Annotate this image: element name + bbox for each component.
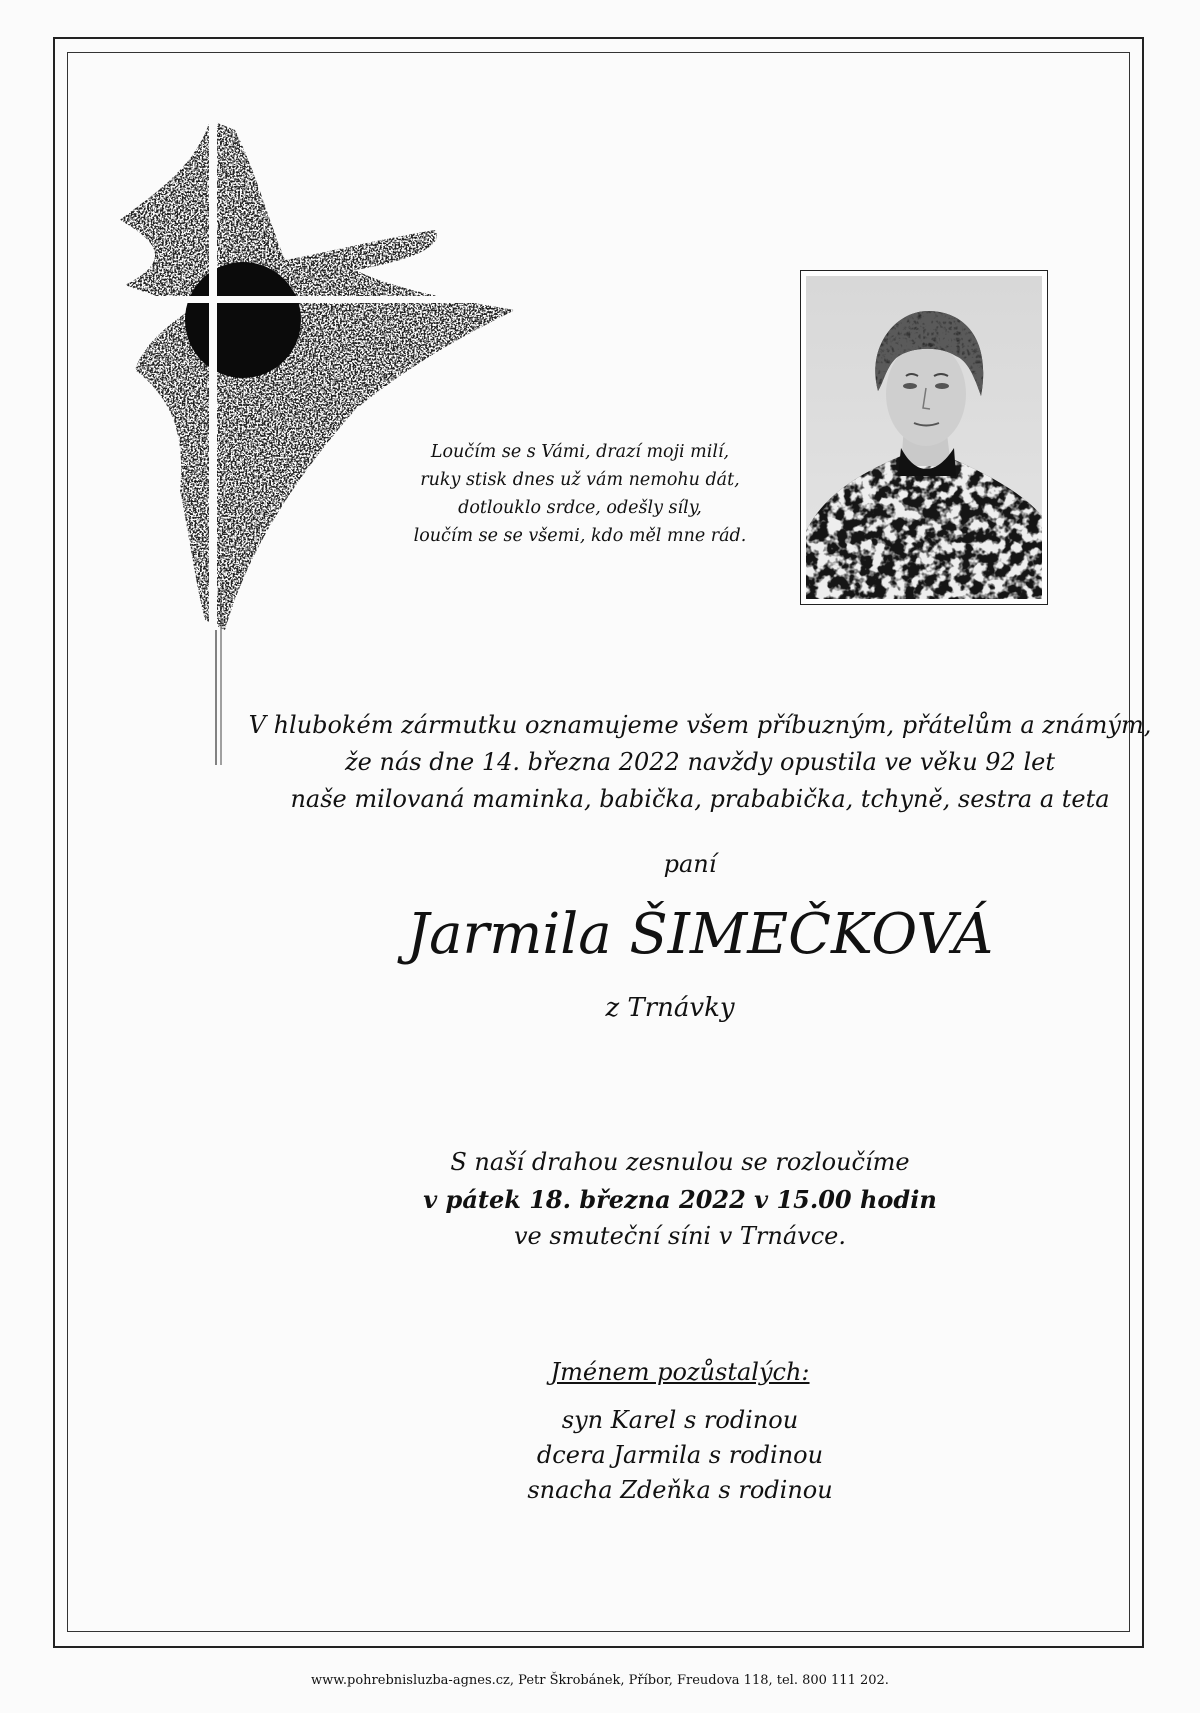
funeral-service-footer: www.pohrebnisluzba-agnes.cz, Petr Škrobánek, Příbor, Freudova 118, tel. 800 111 202. — [311, 1673, 889, 1688]
death-announcement — [230, 707, 1170, 818]
funeral-date: v pátek 18. března 2022 v 15.00 hodin — [423, 1185, 937, 1214]
survivors-block — [430, 1355, 930, 1508]
deceased-name: Jarmila ŠIMEČKOVÁ — [406, 902, 994, 967]
verse-line: dotlouklo srdce, odešly síly, — [458, 498, 702, 518]
survivor-name: snacha Zdeňka s rodinou — [527, 1476, 833, 1504]
verse-line: ruky stisk dnes už vám nemohu dát, — [420, 470, 740, 490]
announcement-line: že nás dne 14. března 2022 navždy opustila ve věku 92 let — [345, 748, 1055, 776]
farewell-line: S naší drahou zesnulou se rozloučíme — [450, 1148, 910, 1176]
verse-line: loučím se se všemi, kdo měl mne rád. — [413, 526, 747, 546]
announcement-line: V hlubokém zármutku oznamujeme všem příbuzným, přátelům a známým, — [248, 711, 1152, 739]
deceased-origin: z Trnávky — [605, 993, 735, 1023]
funeral-details — [330, 1144, 1030, 1255]
funeral-place: ve smuteční síni v Trnávce. — [514, 1222, 846, 1250]
announcement-line: naše milovaná maminka, babička, prababička, tchyně, sestra a teta — [290, 785, 1110, 813]
survivor-name: syn Karel s rodinou — [561, 1406, 799, 1434]
survivor-name: dcera Jarmila s rodinou — [536, 1441, 824, 1469]
portrait-photo — [806, 276, 1042, 599]
farewell-verse — [380, 438, 780, 550]
portrait-frame — [800, 270, 1048, 605]
verse-line: Loučím se s Vámi, drazí moji milí, — [430, 442, 730, 462]
dark-sun-icon — [185, 262, 301, 378]
title-prefix: paní — [663, 850, 717, 878]
survivors-heading: Jménem pozůstalých: — [550, 1358, 810, 1386]
